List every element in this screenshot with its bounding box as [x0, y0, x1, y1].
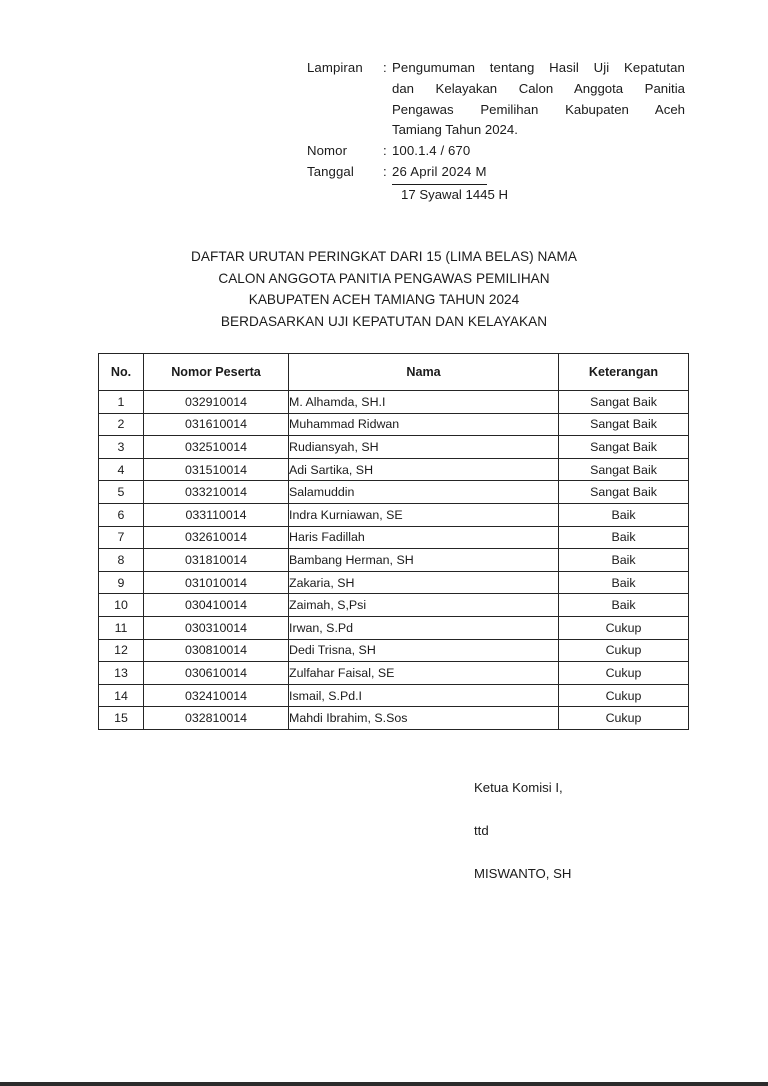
table-row	[99, 662, 689, 685]
cell-no: 2	[99, 413, 144, 436]
attachment-first-line	[307, 58, 685, 79]
cell-nomor-peserta: 031510014	[144, 458, 289, 481]
cell-nomor-peserta: 032410014	[144, 684, 289, 707]
signatory-name: MISWANTO, SH	[474, 866, 572, 881]
cell-nama: Ismail, S.Pd.I	[289, 684, 559, 707]
cell-keterangan: Baik	[559, 503, 689, 526]
cell-no: 1	[99, 391, 144, 414]
number-label: Nomor	[307, 143, 348, 159]
cell-nama: Irwan, S.Pd	[289, 616, 559, 639]
cell-keterangan: Baik	[559, 571, 689, 594]
cell-no: 13	[99, 662, 144, 685]
cell-no: 15	[99, 707, 144, 730]
table-row	[99, 391, 689, 414]
ranking-table	[98, 353, 689, 730]
cell-no: 7	[99, 526, 144, 549]
cell-nama: Mahdi Ibrahim, S.Sos	[289, 707, 559, 730]
cell-nomor-peserta: 030610014	[144, 662, 289, 685]
table-row	[99, 526, 689, 549]
cell-no: 3	[99, 436, 144, 459]
page-title-line-1: DAFTAR URUTAN PERINGKAT DARI 15 (LIMA BELAS) NAMA	[191, 249, 577, 264]
column-header-nama: Nama	[289, 354, 559, 391]
cell-no: 14	[99, 684, 144, 707]
cell-keterangan: Cukup	[559, 684, 689, 707]
cell-nomor-peserta: 032510014	[144, 436, 289, 459]
cell-nama: Salamuddin	[289, 481, 559, 504]
cell-nama: Dedi Trisna, SH	[289, 639, 559, 662]
date-hijri-value: 17 Syawal 1445 H	[401, 186, 509, 202]
cell-nama: Zakaria, SH	[289, 571, 559, 594]
cell-nama: Haris Fadillah	[289, 526, 559, 549]
cell-nomor-peserta: 030310014	[144, 616, 289, 639]
cell-keterangan: Sangat Baik	[559, 436, 689, 459]
cell-nomor-peserta: 030810014	[144, 639, 289, 662]
cell-keterangan: Cukup	[559, 639, 689, 662]
cell-nama: Zaimah, S,Psi	[289, 594, 559, 617]
table-header-row	[99, 354, 689, 391]
cell-no: 8	[99, 549, 144, 572]
cell-keterangan: Cukup	[559, 616, 689, 639]
cell-nama: Muhammad Ridwan	[289, 413, 559, 436]
cell-no: 11	[99, 616, 144, 639]
cell-no: 6	[99, 503, 144, 526]
cell-nama: Adi Sartika, SH	[289, 458, 559, 481]
table-row	[99, 481, 689, 504]
cell-keterangan: Sangat Baik	[559, 413, 689, 436]
table-row	[99, 436, 689, 459]
date-label: Tanggal	[307, 163, 354, 179]
cell-nomor-peserta: 032610014	[144, 526, 289, 549]
attachment-colon: :	[383, 60, 387, 75]
attachment-text-line-3: Pengawas Pemilihan Kabupaten Aceh	[392, 101, 685, 117]
cell-nomor-peserta: 030410014	[144, 594, 289, 617]
date-value: 26 April 2024 M	[392, 162, 487, 185]
table-row	[99, 458, 689, 481]
attachment-text-line-2: dan Kelayakan Calon Anggota Panitia	[392, 80, 685, 96]
letterhead-block	[307, 58, 685, 205]
signatory-position: Ketua Komisi I,	[474, 780, 563, 795]
table-row	[99, 503, 689, 526]
cell-no: 12	[99, 639, 144, 662]
number-colon: :	[383, 143, 387, 159]
attachment-label: Lampiran	[307, 60, 363, 75]
number-value: 100.1.4 / 670	[392, 143, 471, 159]
column-header-nomor-peserta: Nomor Peserta	[144, 354, 289, 391]
cell-nomor-peserta: 033210014	[144, 481, 289, 504]
cell-no: 4	[99, 458, 144, 481]
cell-keterangan: Cukup	[559, 662, 689, 685]
cell-nomor-peserta: 031610014	[144, 413, 289, 436]
cell-keterangan: Sangat Baik	[559, 481, 689, 504]
attachment-text-line-1: Pengumuman tentang Hasil Uji Kepatutan	[392, 60, 685, 75]
table-row	[99, 707, 689, 730]
cell-keterangan: Sangat Baik	[559, 391, 689, 414]
cell-keterangan: Sangat Baik	[559, 458, 689, 481]
column-header-no: No.	[99, 354, 144, 391]
table-row	[99, 684, 689, 707]
number-line	[307, 141, 685, 162]
column-header-keterangan: Keterangan	[559, 354, 689, 391]
date-line	[307, 162, 685, 185]
cell-nomor-peserta: 031810014	[144, 549, 289, 572]
table-row	[99, 594, 689, 617]
cell-no: 5	[99, 481, 144, 504]
cell-nomor-peserta: 032910014	[144, 391, 289, 414]
cell-nama: M. Alhamda, SH.I	[289, 391, 559, 414]
cell-nama: Indra Kurniawan, SE	[289, 503, 559, 526]
table-row	[99, 549, 689, 572]
table-row	[99, 413, 689, 436]
page-title	[0, 246, 768, 332]
signature-block	[474, 778, 571, 884]
table-row	[99, 571, 689, 594]
table-row	[99, 639, 689, 662]
cell-nama: Rudiansyah, SH	[289, 436, 559, 459]
cell-nama: Bambang Herman, SH	[289, 549, 559, 572]
cell-no: 10	[99, 594, 144, 617]
page-title-line-3: KABUPATEN ACEH TAMIANG TAHUN 2024	[248, 292, 520, 307]
table-row	[99, 616, 689, 639]
cell-nama: Zulfahar Faisal, SE	[289, 662, 559, 685]
cell-nomor-peserta: 033110014	[144, 503, 289, 526]
cell-nomor-peserta: 031010014	[144, 571, 289, 594]
attachment-text-line-4: Tamiang Tahun 2024.	[392, 122, 518, 138]
date-colon: :	[383, 163, 387, 179]
cell-keterangan: Baik	[559, 594, 689, 617]
cell-no: 9	[99, 571, 144, 594]
page-title-line-2: CALON ANGGOTA PANITIA PENGAWAS PEMILIHAN	[218, 270, 550, 286]
cell-keterangan: Cukup	[559, 707, 689, 730]
cell-nomor-peserta: 032810014	[144, 707, 289, 730]
page-title-line-4: BERDASARKAN UJI KEPATUTAN DAN KELAYAKAN	[220, 313, 548, 329]
cell-keterangan: Baik	[559, 549, 689, 572]
signed-mark: ttd	[474, 823, 489, 838]
cell-keterangan: Baik	[559, 526, 689, 549]
